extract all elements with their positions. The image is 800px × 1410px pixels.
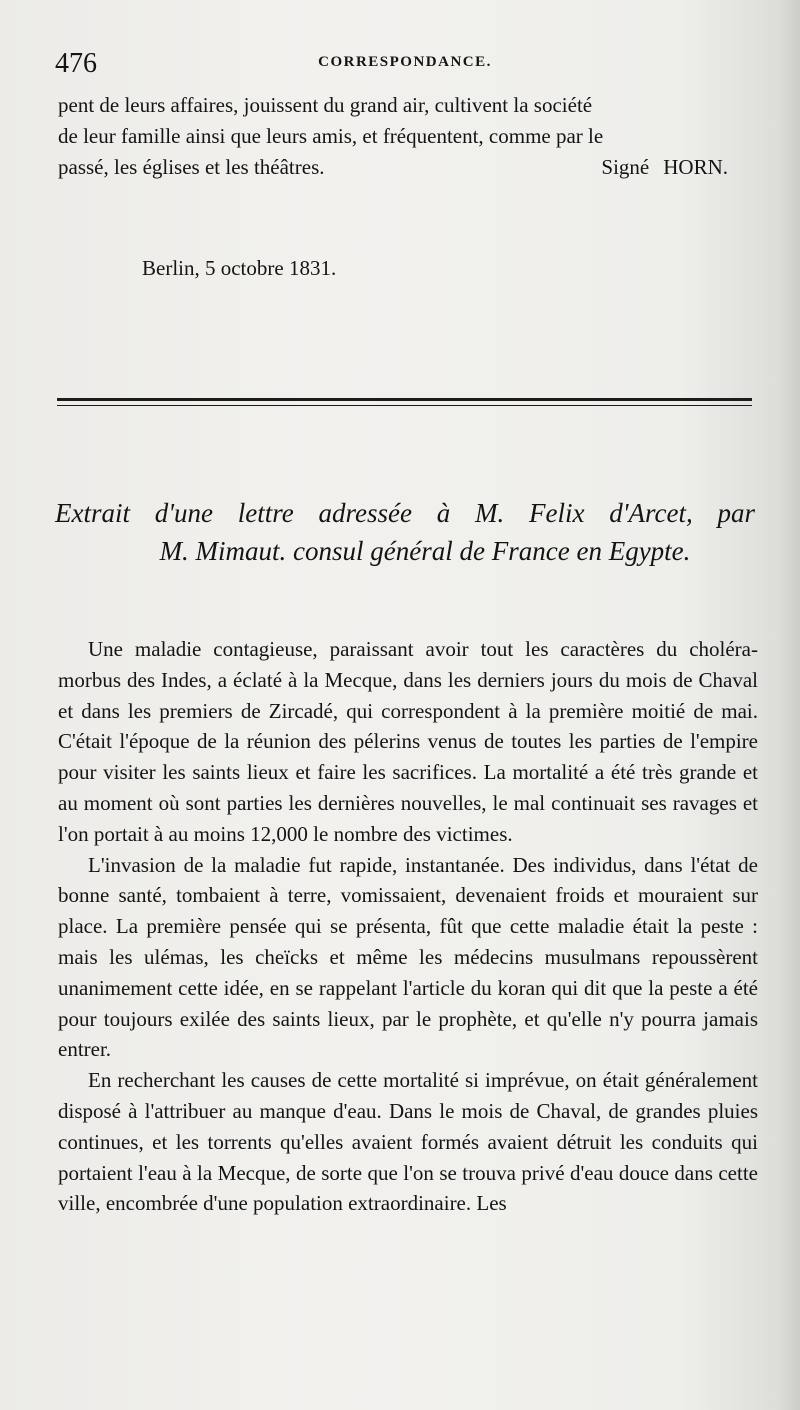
opening-text bbox=[58, 90, 758, 182]
body-paragraph: L'invasion de la maladie fut rapide, instantanée. Des individus, dans l'état de bonne santé, tombaient à terre, vomissaient, devenaient froids et mouraient sur place. La première pensée qui se présenta, fût que cette maladie était la peste : mais les ulémas, les cheïcks et même les médecins musulmans repoussèrent unanimement cette idée, en se rappelant l'article du koran qui dit que la peste a été pour toujours exilée des saints lieux, par le prophète, et qu'elle n'y pourra jamais entrer. bbox=[58, 852, 758, 1062]
signature-name: HORN. bbox=[663, 154, 728, 179]
opening-last-line: passé, les églises et les théâtres. bbox=[58, 154, 325, 179]
article-body bbox=[58, 634, 758, 1219]
signature-block bbox=[587, 152, 758, 183]
article-title bbox=[55, 494, 755, 570]
page-header bbox=[55, 44, 755, 80]
opening-line: de leur famille ainsi que leurs amis, et fréquentent, comme par le bbox=[58, 123, 604, 148]
body-paragraph: En recherchant les causes de cette mortalité si imprévue, on était généralement disposé à l'attribuer au manque d'eau. Dans le mois de Chaval, de grandes pluies continues, et les torrents qu'elles avaient formés avaient détruit les conduits qui portaient l'eau à la Mecque, de sorte que l'on se trouva privé d'eau douce dans cette ville, encombrée d'une population extraordinaire. Les bbox=[58, 1068, 758, 1216]
running-head: CORRESPONDANCE. bbox=[318, 54, 492, 70]
dateline: Berlin, 5 octobre 1831. bbox=[142, 256, 337, 280]
section-rule-thin bbox=[57, 405, 752, 406]
body-paragraph: Une maladie contagieuse, paraissant avoir tout les caractères du choléra-morbus des Indes, a éclaté à la Mecque, dans les derniers jours du mois de Chaval et dans les premiers de Zircadé, qui correspondent à la première moitié de mai. C'était l'époque de la réunion des pélerins venus de toutes les parties de l'empire pour visiter les saints lieux et faire les sacrifices. La mortalité a été très grande et au moment où sont parties les dernières nouvelles, le mal continuait ses ravages et l'on portait à au moins 12,000 le nombre des victimes. bbox=[58, 637, 758, 846]
opening-line: pent de leurs affaires, jouissent du grand air, cultivent la société bbox=[58, 93, 593, 117]
page-edge-shadow bbox=[778, 0, 800, 1410]
article-title-line-1: Extrait d'une lettre adressée à M. Felix d'Arcet, par bbox=[55, 498, 755, 528]
signed-line bbox=[58, 152, 758, 183]
section-rule-thick bbox=[57, 398, 752, 401]
page-number: 476 bbox=[55, 48, 97, 79]
article-title-line-2: M. Mimaut. consul général de France en Egypte. bbox=[159, 536, 691, 566]
signed-label: Signé bbox=[601, 154, 650, 179]
